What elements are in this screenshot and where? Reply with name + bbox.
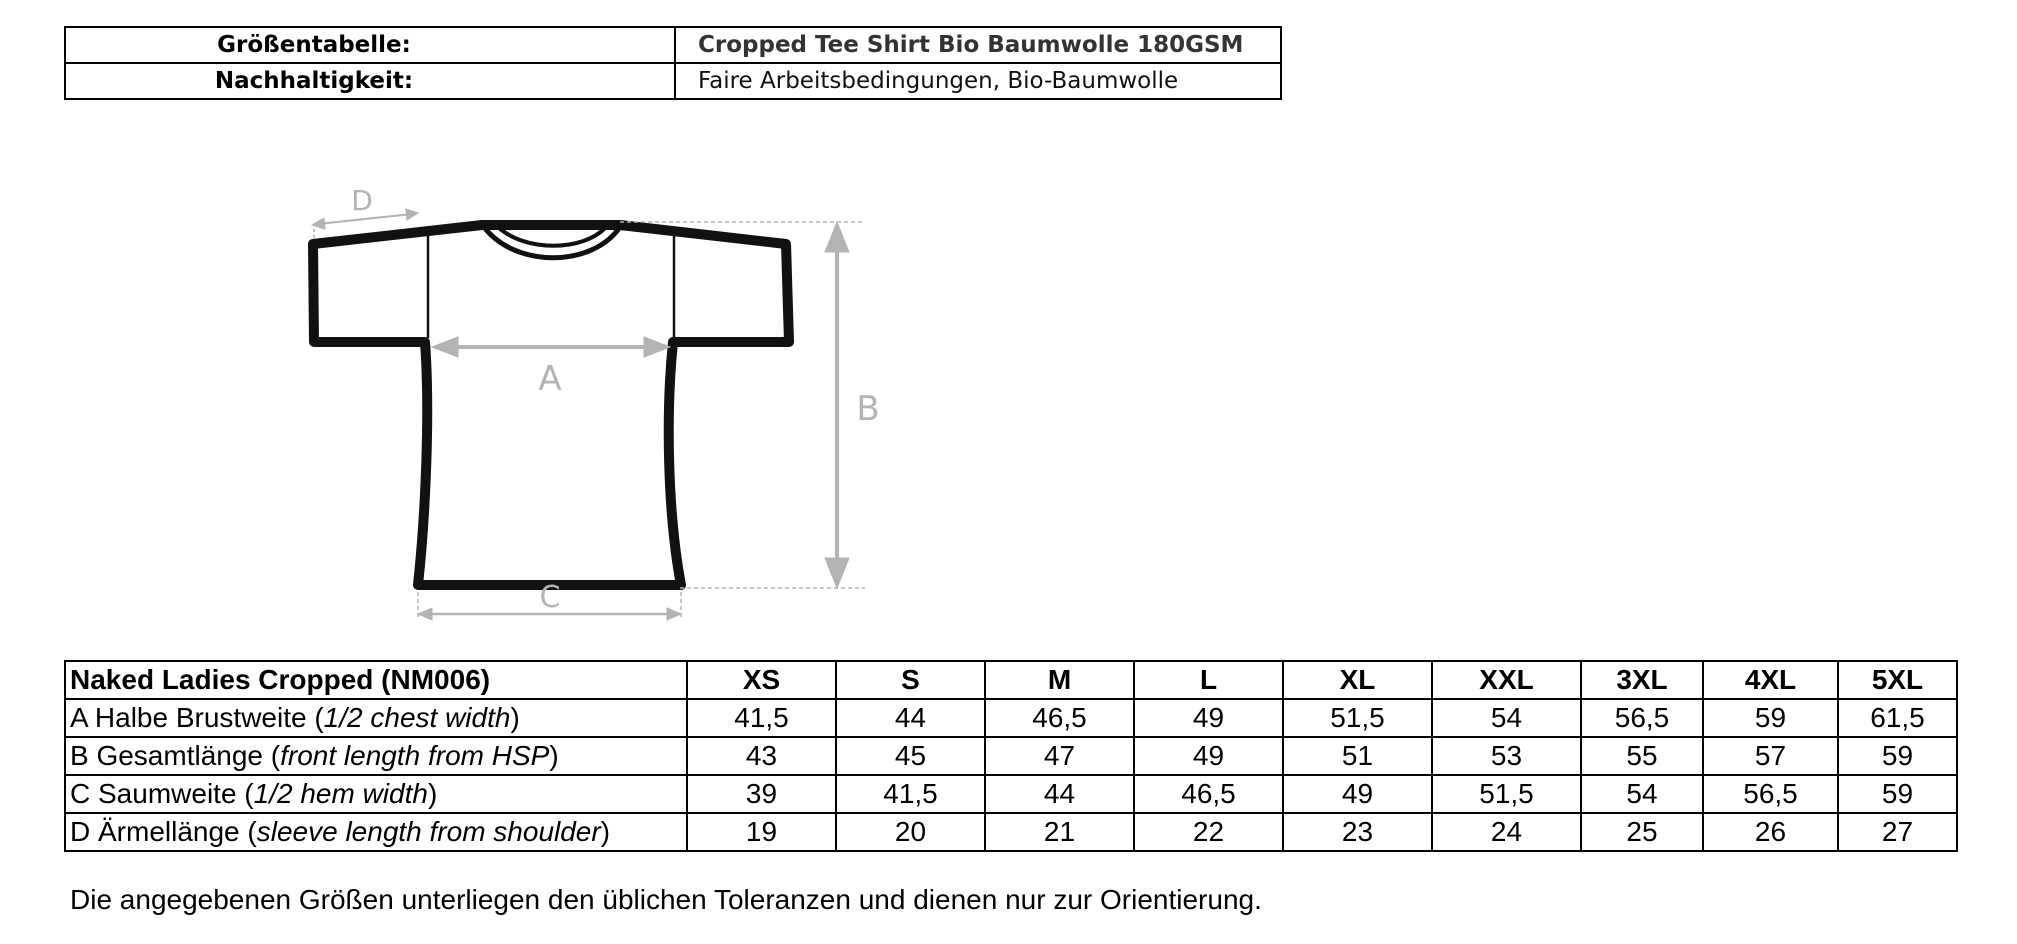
measurement-value: 26: [1703, 813, 1838, 851]
size-table-body: [65, 699, 1957, 851]
measurement-value: 59: [1838, 775, 1957, 813]
measurement-value: 46,5: [1134, 775, 1283, 813]
size-table-title: Naked Ladies Cropped (NM006): [65, 661, 687, 699]
measurement-value: 49: [1134, 737, 1283, 775]
measurement-label: [65, 737, 687, 775]
measure-b-arrow: [620, 222, 865, 588]
measurement-value: 44: [836, 699, 985, 737]
measurement-value: 57: [1703, 737, 1838, 775]
tolerance-footnote: Die angegebenen Größen unterliegen den üblichen Toleranzen und dienen nur zur Orientierung.: [70, 884, 1262, 915]
measurement-value: 19: [687, 813, 836, 851]
size-header: XL: [1283, 661, 1432, 699]
measurement-value: 49: [1283, 775, 1432, 813]
measurement-value: 61,5: [1838, 699, 1957, 737]
info-value: Faire Arbeitsbedingungen, Bio-Baumwolle: [675, 63, 1281, 99]
measurement-value: 53: [1432, 737, 1581, 775]
table-row: [65, 737, 1957, 775]
measurement-value: 45: [836, 737, 985, 775]
info-row-size-chart: [65, 27, 1281, 63]
table-row: [65, 699, 1957, 737]
measurement-value: 59: [1838, 737, 1957, 775]
measurement-label-end: ): [510, 702, 520, 733]
measurement-value: 27: [1838, 813, 1957, 851]
measurement-label-end: ): [427, 778, 438, 809]
measurement-label-en: sleeve length from shoulder: [256, 816, 601, 847]
measure-a-label: A: [538, 359, 562, 399]
measurement-value: 21: [985, 813, 1134, 851]
info-value: Cropped Tee Shirt Bio Baumwolle 180GSM: [675, 27, 1281, 63]
size-header: 5XL: [1838, 661, 1957, 699]
info-label: Nachhaltigkeit:: [65, 63, 675, 99]
measurement-value: 41,5: [687, 699, 836, 737]
info-row-sustainability: [65, 63, 1281, 99]
measurement-label-de: A Halbe Brustweite (: [70, 702, 324, 733]
measurement-value: 56,5: [1581, 699, 1703, 737]
size-header: XXL: [1432, 661, 1581, 699]
size-header: 3XL: [1581, 661, 1703, 699]
measurement-value: 25: [1581, 813, 1703, 851]
size-header: L: [1134, 661, 1283, 699]
measurement-label-en: 1/2 hem width: [253, 778, 428, 809]
measurement-label-de: B Gesamtlänge (: [70, 740, 281, 771]
measure-a-arrow: [432, 337, 670, 357]
size-header: 4XL: [1703, 661, 1838, 699]
table-row: [65, 813, 1957, 851]
measure-c-label: C: [539, 580, 561, 615]
size-table: [64, 660, 1958, 852]
measurement-value: 59: [1703, 699, 1838, 737]
measurement-label-end: ): [600, 816, 611, 847]
measurement-label-de: D Ärmellänge (: [70, 816, 257, 847]
measurement-value: 20: [836, 813, 985, 851]
size-table-header: [65, 661, 1957, 699]
tshirt-outline: [313, 225, 789, 585]
measure-d-label: D: [351, 184, 373, 217]
measurement-value: 46,5: [985, 699, 1134, 737]
size-header: M: [985, 661, 1134, 699]
measurement-label-de: C Saumweite (: [70, 778, 254, 809]
measurement-value: 56,5: [1703, 775, 1838, 813]
measurement-value: 47: [985, 737, 1134, 775]
measurement-value: 51: [1283, 737, 1432, 775]
measurement-value: 41,5: [836, 775, 985, 813]
measurement-label: [65, 775, 687, 813]
measurement-value: 55: [1581, 737, 1703, 775]
measurement-value: 49: [1134, 699, 1283, 737]
measurement-value: 24: [1432, 813, 1581, 851]
measurement-value: 51,5: [1283, 699, 1432, 737]
tshirt-measurement-diagram: [300, 180, 900, 640]
measurement-label-end: ): [549, 740, 559, 771]
table-row: [65, 775, 1957, 813]
measurement-value: 22: [1134, 813, 1283, 851]
info-label: Größentabelle:: [65, 27, 675, 63]
size-header: XS: [687, 661, 836, 699]
measurement-value: 43: [687, 737, 836, 775]
measurement-value: 44: [985, 775, 1134, 813]
measurement-value: 23: [1283, 813, 1432, 851]
measurement-value: 54: [1432, 699, 1581, 737]
measurement-label: [65, 813, 687, 851]
product-info-table: [64, 26, 1282, 100]
measure-b-label: B: [856, 389, 880, 429]
size-header: S: [836, 661, 985, 699]
measurement-value: 51,5: [1432, 775, 1581, 813]
measurement-label-en: front length from HSP: [280, 740, 550, 771]
measurement-value: 54: [1581, 775, 1703, 813]
measurement-label: [65, 699, 687, 737]
measurement-value: 39: [687, 775, 836, 813]
measurement-label-en: 1/2 chest width: [323, 702, 511, 733]
